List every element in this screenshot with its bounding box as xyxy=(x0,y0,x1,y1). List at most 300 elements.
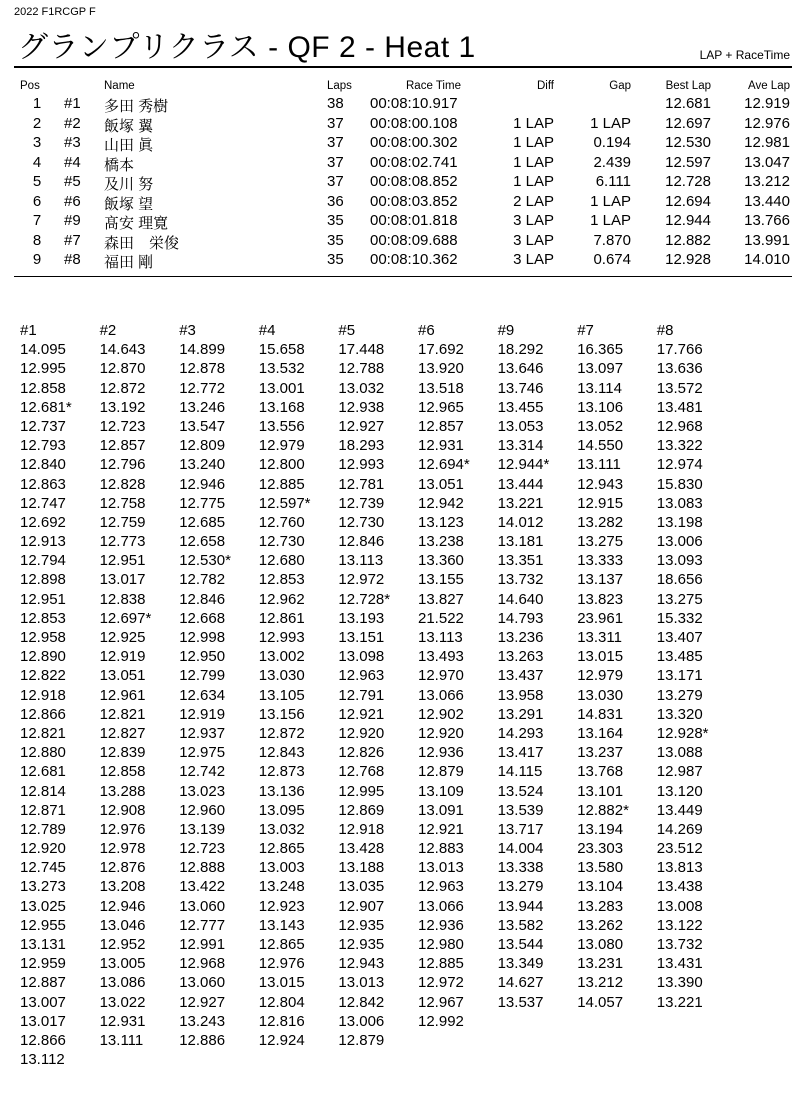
result-pos: 8 xyxy=(32,231,42,249)
lap-time: 12.723 xyxy=(179,840,226,858)
lap-time: 13.111 xyxy=(99,1031,144,1049)
lap-time: 12.951 xyxy=(20,590,66,608)
lap-time: 12.804 xyxy=(258,993,305,1011)
lap-time: 12.915 xyxy=(577,494,624,512)
result-best-lap: 12.597 xyxy=(665,153,711,171)
lap-time: 12.791 xyxy=(338,686,385,704)
lap-time: 12.890 xyxy=(20,648,66,666)
lap-time: 13.105 xyxy=(258,686,305,704)
lap-time: 13.013 xyxy=(418,859,464,877)
table-row xyxy=(0,232,800,252)
result-race-time: 00:08:00.108 xyxy=(370,114,458,132)
lap-time: 13.022 xyxy=(99,993,146,1011)
lap-time: 12.737 xyxy=(20,417,66,435)
lap-time: 13.066 xyxy=(418,686,464,704)
lap-time: 13.537 xyxy=(497,993,544,1011)
lap-time: 13.097 xyxy=(577,360,624,378)
lap-time: 13.438 xyxy=(656,878,703,896)
lap-time: 12.814 xyxy=(20,782,66,800)
result-laps: 35 xyxy=(327,212,344,229)
lap-column-header: #8 xyxy=(656,322,674,339)
lap-time: 13.240 xyxy=(179,456,226,474)
result-ave-lap: 12.919 xyxy=(744,95,790,112)
result-laps: 37 xyxy=(327,134,344,151)
lap-time: 12.919 xyxy=(179,705,226,723)
lap-time: 12.777 xyxy=(179,916,226,934)
header-best-lap: Best Lap xyxy=(665,80,711,92)
lap-time: 13.320 xyxy=(656,705,703,723)
lap-time: 12.730 xyxy=(338,513,385,531)
lap-time: 21.522 xyxy=(418,609,464,627)
result-driver-name: 飯塚 望 xyxy=(104,195,154,213)
lap-time: 13.212 xyxy=(577,974,624,992)
lap-time: 12.838 xyxy=(99,590,146,608)
result-gap: 0.674 xyxy=(593,251,631,268)
result-race-time: 00:08:09.688 xyxy=(370,231,458,249)
result-car-number: #3 xyxy=(64,134,81,151)
lap-time: 12.925 xyxy=(99,629,146,646)
lap-time: 12.694* xyxy=(418,456,470,474)
lap-time: 13.547 xyxy=(179,417,226,435)
lap-time: 12.772 xyxy=(179,379,226,397)
result-ave-lap: 14.010 xyxy=(744,251,790,268)
lap-time: 12.697* xyxy=(99,609,152,627)
lap-time: 14.115 xyxy=(497,763,543,781)
lap-time: 13.283 xyxy=(577,897,624,915)
lap-time: 13.407 xyxy=(656,629,703,646)
lap-time: 12.968 xyxy=(179,955,226,973)
header-gap: Gap xyxy=(609,80,631,92)
lap-time: 12.979 xyxy=(258,437,305,455)
lap-time: 13.248 xyxy=(258,878,305,896)
lap-time: 13.025 xyxy=(20,897,66,915)
lap-time: 12.858 xyxy=(20,379,66,397)
lap-time: 12.921 xyxy=(418,820,464,838)
lap-time: 12.782 xyxy=(179,571,226,589)
lap-time: 13.053 xyxy=(497,417,544,435)
lap-time: 13.193 xyxy=(338,609,385,627)
lap-time: 13.080 xyxy=(577,936,624,953)
lap-time: 14.899 xyxy=(179,341,226,359)
result-laps: 37 xyxy=(327,114,344,132)
result-race-time: 00:08:03.852 xyxy=(370,192,458,210)
lap-time: 12.928* xyxy=(656,724,709,742)
lap-time: 14.793 xyxy=(497,609,544,627)
result-best-lap: 12.530 xyxy=(665,134,711,151)
result-gap: 1 LAP xyxy=(590,114,631,132)
lap-column-header: #6 xyxy=(418,322,435,339)
lap-time: 12.978 xyxy=(99,840,146,858)
result-diff: 1 LAP xyxy=(513,153,554,171)
result-car-number: #6 xyxy=(64,192,81,210)
result-driver-name: 森田 栄俊 xyxy=(104,234,180,252)
lap-time: 12.796 xyxy=(99,456,146,474)
lap-time: 12.853 xyxy=(20,609,66,627)
header-pos: Pos xyxy=(20,80,40,92)
lap-time: 23.512 xyxy=(656,840,703,858)
lap-time: 12.927 xyxy=(338,417,385,435)
lap-time: 13.262 xyxy=(577,916,624,934)
lap-time: 13.732 xyxy=(497,571,544,589)
lap-time: 12.865 xyxy=(258,936,305,953)
lap-time: 13.088 xyxy=(656,744,703,762)
lap-time: 12.913 xyxy=(20,533,66,551)
lap-time: 12.879 xyxy=(418,763,464,781)
lap-time: 13.051 xyxy=(418,475,464,493)
lap-column xyxy=(498,322,576,1013)
lap-time: 12.846 xyxy=(179,590,226,608)
lap-column xyxy=(100,322,178,1051)
lap-time: 12.789 xyxy=(20,820,66,838)
lap-time: 13.582 xyxy=(497,916,544,934)
lap-time: 13.013 xyxy=(338,974,385,992)
result-pos: 2 xyxy=(32,114,42,132)
lap-time: 12.793 xyxy=(20,437,66,455)
header-divider xyxy=(14,66,792,68)
lap-time: 13.151 xyxy=(338,629,385,646)
lap-time: 12.822 xyxy=(20,667,66,685)
lap-time: 13.017 xyxy=(99,571,146,589)
lap-time: 12.992 xyxy=(418,1012,464,1030)
lap-time: 12.668 xyxy=(179,609,226,627)
lap-time: 13.524 xyxy=(497,782,544,800)
lap-time: 12.865 xyxy=(258,840,305,858)
lap-time: 13.155 xyxy=(418,571,464,589)
lap-time: 13.111 xyxy=(577,456,621,474)
header-diff: Diff xyxy=(536,80,554,92)
lap-time: 13.113 xyxy=(418,629,463,646)
lap-column-header: #4 xyxy=(258,322,276,339)
lap-time: 13.002 xyxy=(258,648,305,666)
result-ave-lap: 12.976 xyxy=(744,114,790,132)
lap-time: 13.544 xyxy=(497,936,544,953)
lap-time: 17.692 xyxy=(418,341,464,359)
lap-column-header: #3 xyxy=(179,322,196,339)
lap-time: 13.646 xyxy=(497,360,544,378)
result-laps: 38 xyxy=(327,95,344,112)
lap-time: 13.518 xyxy=(418,379,464,397)
lap-time: 13.091 xyxy=(418,801,464,819)
lap-time: 13.164 xyxy=(577,724,624,742)
result-pos: 7 xyxy=(32,212,42,229)
lap-column-header: #7 xyxy=(577,322,594,339)
lap-time: 13.098 xyxy=(338,648,385,666)
lap-time: 13.455 xyxy=(497,398,544,416)
lap-time: 18.656 xyxy=(656,571,703,589)
lap-time: 15.658 xyxy=(258,341,305,359)
lap-time: 13.920 xyxy=(418,360,464,378)
result-pos: 3 xyxy=(32,134,42,151)
result-driver-name: 福田 剛 xyxy=(104,254,154,271)
lap-time: 12.685 xyxy=(179,513,226,531)
lap-time: 13.104 xyxy=(577,878,624,896)
lap-time: 15.830 xyxy=(656,475,703,493)
lap-time: 13.122 xyxy=(656,916,703,934)
lap-time: 12.920 xyxy=(338,724,385,742)
lap-time: 13.095 xyxy=(258,801,305,819)
result-laps: 36 xyxy=(327,192,344,210)
lap-time: 12.839 xyxy=(99,744,146,762)
lap-time: 13.449 xyxy=(656,801,703,819)
lap-time: 12.788 xyxy=(338,360,385,378)
lap-time: 13.120 xyxy=(656,782,703,800)
lap-time: 12.872 xyxy=(99,379,146,397)
table-row xyxy=(0,115,800,135)
lap-time: 13.238 xyxy=(418,533,464,551)
lap-time: 12.866 xyxy=(20,705,66,723)
lap-time: 12.995 xyxy=(338,782,385,800)
lap-time: 13.231 xyxy=(577,955,624,973)
lap-time: 13.123 xyxy=(418,513,464,531)
lap-time: 12.979 xyxy=(577,667,624,685)
result-gap: 0.194 xyxy=(593,134,631,151)
lap-time: 12.968 xyxy=(656,417,703,435)
result-best-lap: 12.697 xyxy=(665,114,711,132)
lap-time: 13.194 xyxy=(577,820,624,838)
lap-time: 13.428 xyxy=(338,840,385,858)
result-pos: 4 xyxy=(32,153,42,171)
lap-time: 13.768 xyxy=(577,763,624,781)
lap-time: 13.060 xyxy=(179,974,226,992)
lap-time: 13.275 xyxy=(656,590,703,608)
lap-time: 13.944 xyxy=(497,897,544,915)
lap-time: 13.311 xyxy=(577,629,622,646)
lap-time: 12.828 xyxy=(99,475,146,493)
lap-time: 12.959 xyxy=(20,955,66,973)
lap-time: 13.481 xyxy=(656,398,703,416)
lap-time: 12.936 xyxy=(418,916,464,934)
lap-time: 14.550 xyxy=(577,437,624,455)
lap-time: 13.113 xyxy=(338,552,384,570)
lap-time: 13.001 xyxy=(258,379,305,397)
lap-time: 12.944* xyxy=(497,456,550,474)
lap-time: 13.046 xyxy=(99,916,146,934)
lap-time: 12.946 xyxy=(99,897,146,915)
lap-time: 13.444 xyxy=(497,475,544,493)
lap-time: 12.858 xyxy=(99,763,146,781)
lap-time: 12.936 xyxy=(418,744,464,762)
lap-time: 13.243 xyxy=(179,1012,226,1030)
result-diff: 3 LAP xyxy=(513,231,554,249)
lap-time: 12.866 xyxy=(20,1031,66,1049)
lap-time: 13.314 xyxy=(497,437,544,455)
lap-time: 12.943 xyxy=(577,475,624,493)
lap-time: 13.636 xyxy=(656,360,703,378)
lap-time: 18.293 xyxy=(338,437,385,455)
lap-time: 13.208 xyxy=(99,878,146,896)
lap-time: 13.556 xyxy=(258,417,305,435)
lap-time: 13.351 xyxy=(497,552,544,570)
lap-time: 12.781 xyxy=(338,475,385,493)
lap-time: 12.739 xyxy=(338,494,385,512)
lap-time: 13.282 xyxy=(577,513,624,531)
lap-time: 23.961 xyxy=(577,609,624,627)
lap-time: 12.840 xyxy=(20,456,66,474)
lap-time: 12.967 xyxy=(418,993,464,1011)
lap-time: 12.920 xyxy=(20,840,66,858)
result-diff: 3 LAP xyxy=(513,251,554,268)
lap-time: 12.775 xyxy=(179,494,226,512)
table-row xyxy=(0,95,800,115)
lap-time: 13.003 xyxy=(258,859,305,877)
lap-time: 12.794 xyxy=(20,552,66,570)
lap-column-header: #2 xyxy=(99,322,117,339)
result-pos: 5 xyxy=(32,173,42,190)
lap-time: 14.269 xyxy=(656,820,703,838)
lap-time: 14.004 xyxy=(497,840,544,858)
lap-time: 13.417 xyxy=(497,744,544,762)
result-laps: 37 xyxy=(327,173,344,190)
lap-time: 12.991 xyxy=(179,936,226,953)
lap-time: 18.292 xyxy=(497,341,544,359)
lap-column xyxy=(20,322,98,1070)
lap-time: 12.883 xyxy=(418,840,464,858)
lap-time: 13.322 xyxy=(656,437,703,455)
lap-time: 13.051 xyxy=(99,667,146,685)
lap-time: 12.962 xyxy=(258,590,305,608)
lap-time: 13.005 xyxy=(99,955,146,973)
lap-time: 13.572 xyxy=(656,379,703,397)
lap-time: 13.813 xyxy=(656,859,703,877)
lap-time: 12.942 xyxy=(418,494,464,512)
lap-time: 13.168 xyxy=(258,398,305,416)
lap-time: 12.972 xyxy=(418,974,464,992)
lap-time: 12.742 xyxy=(179,763,226,781)
result-best-lap: 12.928 xyxy=(665,251,711,268)
lap-time: 13.958 xyxy=(497,686,544,704)
lap-time: 12.861 xyxy=(258,609,305,627)
lap-time: 13.539 xyxy=(497,801,544,819)
result-car-number: #4 xyxy=(64,153,81,171)
lap-time: 12.634 xyxy=(179,686,226,704)
lap-time: 12.965 xyxy=(418,398,464,416)
result-best-lap: 12.882 xyxy=(665,231,711,249)
result-ave-lap: 13.440 xyxy=(744,192,790,210)
lap-time: 12.931 xyxy=(99,1012,146,1030)
header-laps: Laps xyxy=(327,80,352,92)
lap-time: 13.109 xyxy=(418,782,464,800)
lap-time: 13.008 xyxy=(656,897,703,915)
lap-time: 13.275 xyxy=(577,533,624,551)
lap-time: 23.303 xyxy=(577,840,624,858)
lap-time: 12.760 xyxy=(258,513,305,531)
lap-time: 12.974 xyxy=(656,456,703,474)
lap-time: 12.993 xyxy=(258,629,305,646)
lap-time: 13.333 xyxy=(577,552,624,570)
lap-time: 12.898 xyxy=(20,571,66,589)
lap-time: 12.872 xyxy=(258,724,305,742)
lap-time: 13.279 xyxy=(497,878,544,896)
result-ave-lap: 13.047 xyxy=(744,153,790,171)
lap-time: 12.747 xyxy=(20,494,66,512)
lap-time: 12.920 xyxy=(418,724,464,742)
lap-time: 12.768 xyxy=(338,763,385,781)
result-car-number: #9 xyxy=(64,212,81,229)
lap-time: 12.908 xyxy=(99,801,146,819)
lap-time: 12.843 xyxy=(258,744,305,762)
lap-time: 12.975 xyxy=(179,744,226,762)
lap-time: 13.188 xyxy=(338,859,385,877)
lap-time: 13.083 xyxy=(656,494,703,512)
lap-time: 14.640 xyxy=(497,590,544,608)
lap-time: 13.732 xyxy=(656,936,703,953)
lap-time: 12.918 xyxy=(20,686,66,704)
lap-time: 14.012 xyxy=(497,513,544,531)
lap-time: 17.448 xyxy=(338,341,385,359)
lap-time: 13.106 xyxy=(577,398,624,416)
lap-time: 13.112 xyxy=(20,1051,65,1069)
result-car-number: #1 xyxy=(64,95,81,112)
lap-time: 12.879 xyxy=(338,1031,385,1049)
lap-time: 12.972 xyxy=(338,571,385,589)
lap-time: 13.360 xyxy=(418,552,464,570)
lap-time: 12.919 xyxy=(99,648,146,666)
lap-time: 13.093 xyxy=(656,552,703,570)
result-pos: 9 xyxy=(32,251,42,268)
result-best-lap: 12.728 xyxy=(665,173,711,190)
lap-time: 12.799 xyxy=(179,667,226,685)
lap-column-header: #5 xyxy=(338,322,356,339)
result-ave-lap: 13.991 xyxy=(744,231,790,249)
lap-time: 12.728* xyxy=(338,590,391,608)
lap-time: 12.863 xyxy=(20,475,66,493)
lap-time: 12.946 xyxy=(179,475,226,493)
lap-time: 13.580 xyxy=(577,859,624,877)
result-diff: 2 LAP xyxy=(513,192,554,210)
result-diff: 1 LAP xyxy=(513,134,554,151)
lap-time: 13.221 xyxy=(656,993,703,1011)
result-gap: 2.439 xyxy=(593,153,631,171)
lap-time: 12.873 xyxy=(258,763,305,781)
lap-time: 13.023 xyxy=(179,782,226,800)
lap-time: 12.943 xyxy=(338,955,385,973)
result-laps: 37 xyxy=(327,153,344,171)
lap-time: 12.935 xyxy=(338,916,385,934)
subtitle: LAP + RaceTime xyxy=(699,48,790,62)
table-row xyxy=(0,154,800,174)
result-race-time: 00:08:01.818 xyxy=(370,212,458,229)
lap-time: 13.246 xyxy=(179,398,226,416)
lap-time: 13.035 xyxy=(338,878,385,896)
lap-time: 13.349 xyxy=(497,955,544,973)
lap-time: 13.006 xyxy=(656,533,703,551)
lap-time: 12.842 xyxy=(338,993,385,1011)
lap-time: 12.924 xyxy=(258,1031,305,1049)
result-driver-name: 及川 努 xyxy=(104,176,154,193)
lap-time: 12.885 xyxy=(258,475,305,493)
lap-time: 12.857 xyxy=(99,437,146,455)
lap-time: 13.532 xyxy=(258,360,305,378)
lap-time: 13.114 xyxy=(577,379,622,397)
lap-time: 12.821 xyxy=(20,724,66,742)
result-ave-lap: 13.212 xyxy=(744,173,790,190)
lap-time: 12.963 xyxy=(418,878,464,896)
table-row xyxy=(0,212,800,232)
lap-time: 12.952 xyxy=(99,936,146,953)
lap-time: 12.970 xyxy=(418,667,464,685)
lap-time: 12.773 xyxy=(99,533,146,551)
lap-column xyxy=(338,322,416,1051)
lap-time: 13.066 xyxy=(418,897,464,915)
result-race-time: 00:08:10.917 xyxy=(370,95,458,112)
lap-time: 12.809 xyxy=(179,437,226,455)
table-row xyxy=(0,173,800,193)
lap-time: 12.955 xyxy=(20,916,66,934)
lap-time: 16.365 xyxy=(577,341,624,359)
lap-time: 12.876 xyxy=(99,859,146,877)
result-diff: 3 LAP xyxy=(513,212,554,229)
lap-time: 12.935 xyxy=(338,936,385,953)
